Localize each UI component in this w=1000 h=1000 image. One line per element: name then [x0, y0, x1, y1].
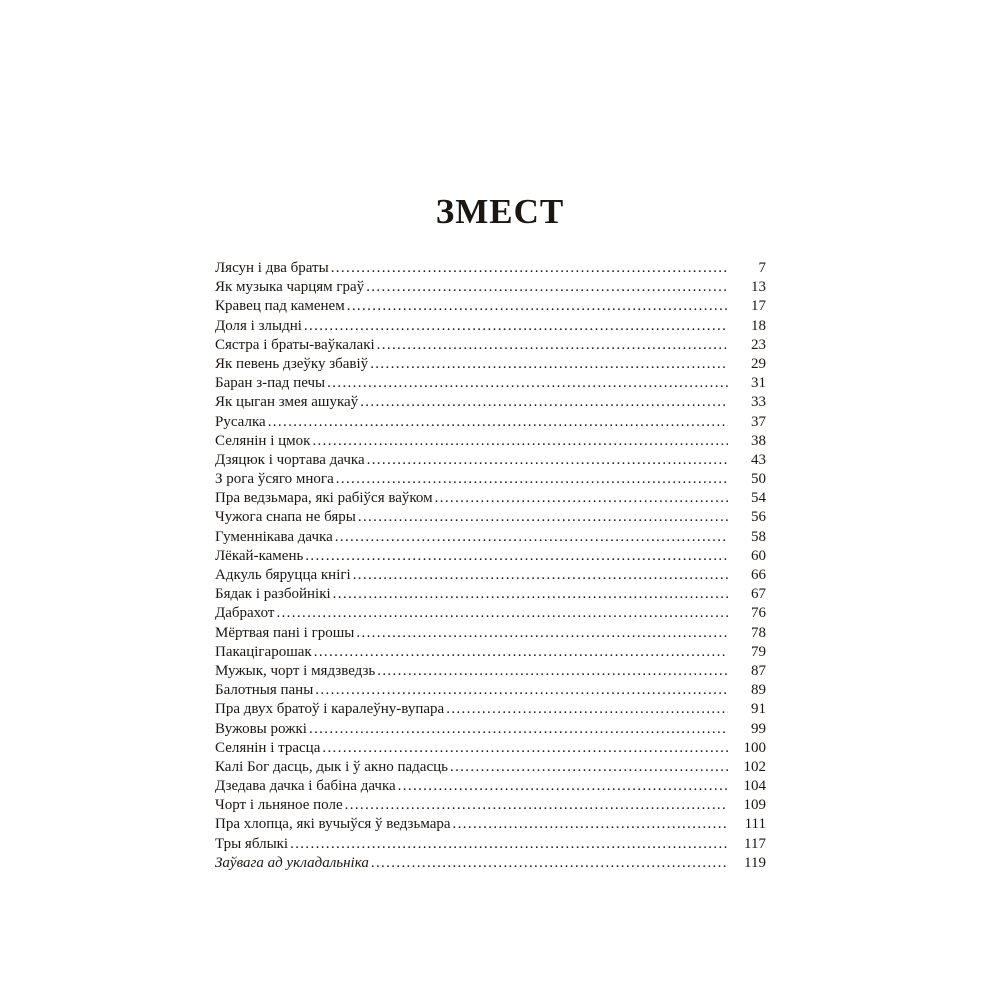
dot-leader — [360, 393, 728, 412]
toc-entry — [215, 662, 766, 681]
toc-entry — [215, 278, 766, 297]
toc-entry — [215, 528, 766, 547]
dot-leader — [347, 297, 728, 316]
toc-entry-title: Мужык, чорт і мядзведзь — [215, 662, 376, 679]
dot-leader — [314, 643, 728, 662]
toc-entry — [215, 374, 766, 393]
toc-entry-page-number: 66 — [751, 567, 766, 583]
dot-leader — [367, 451, 728, 470]
dot-leader — [358, 508, 728, 527]
toc-entry-page-number: 91 — [751, 701, 766, 718]
toc-entry-title: Пра двух братоў і каралеўну-вупара — [215, 701, 445, 718]
toc-entry — [215, 432, 766, 451]
toc-entry-title: Сястра і браты-ваўкалакі — [215, 336, 375, 353]
toc-entry-page-number: 100 — [743, 739, 766, 756]
toc-entry-title: Пакацігарошак — [215, 643, 312, 660]
toc-entry-page-number: 43 — [751, 451, 766, 468]
toc-entry-title: Дзяцюк і чортава дачка — [215, 451, 365, 468]
toc-entry-title: Калі Бог дасць, дык і ў акно падасць — [215, 758, 448, 775]
dot-leader — [315, 681, 728, 700]
toc-entry — [215, 758, 766, 777]
toc-entry-title: Адкуль бяруцца кнігі — [215, 567, 351, 583]
toc-entry-title: Тры яблыкі — [215, 835, 289, 852]
toc-entry-page-number: 102 — [743, 758, 766, 775]
toc-entry — [215, 508, 766, 527]
dot-leader — [276, 604, 728, 623]
dot-leader — [353, 566, 728, 585]
toc-entry-title: Заўвага ад укладальніка — [215, 854, 369, 871]
dot-leader — [435, 489, 728, 508]
toc-entry-title: Лясун і два браты — [215, 260, 329, 276]
toc-entry — [215, 700, 766, 719]
toc-entry — [215, 796, 766, 815]
toc-entry-page-number: 58 — [751, 528, 766, 545]
toc-entry-page-number: 33 — [751, 394, 766, 411]
dot-leader — [336, 470, 728, 489]
toc-entry — [215, 470, 766, 489]
toc-entry — [215, 451, 766, 470]
toc-entry — [215, 566, 766, 585]
toc-entry-page-number: 7 — [758, 260, 766, 276]
dot-leader — [304, 317, 728, 336]
toc-entry-title: Чорт і льняное поле — [215, 797, 343, 814]
toc-entry-page-number: 89 — [751, 682, 766, 699]
toc-entry-page-number: 104 — [743, 778, 766, 795]
toc-entry — [215, 604, 766, 623]
toc-entry-title: Дзедава дачка і бабіна дачка — [215, 778, 396, 795]
toc-entry — [215, 355, 766, 374]
dot-leader — [331, 259, 728, 278]
dot-leader — [356, 624, 728, 643]
toc-entry-page-number: 119 — [744, 854, 766, 871]
toc-entry — [215, 259, 766, 278]
toc-entry-title: Селянін і трасца — [215, 739, 321, 756]
dot-leader — [370, 355, 728, 374]
toc-entry-page-number: 18 — [751, 317, 766, 334]
toc-entry-page-number: 67 — [751, 586, 766, 603]
toc-entry-page-number: 23 — [751, 336, 766, 353]
toc-entry-title: Доля і злыдні — [215, 317, 302, 334]
toc-entry-title: Лёкай-камень — [215, 547, 304, 564]
dot-leader — [366, 278, 728, 297]
dot-leader — [322, 739, 728, 758]
toc-entry — [215, 835, 766, 854]
toc-entry-page-number: 50 — [751, 471, 766, 488]
dot-leader — [446, 700, 728, 719]
toc-entry — [215, 336, 766, 355]
dot-leader — [377, 336, 728, 355]
toc-entry-page-number: 78 — [751, 624, 766, 641]
toc-entry-title: Русалка — [215, 413, 266, 430]
toc-entry — [215, 297, 766, 316]
toc-entry-title: Як певень дзеўку збавіў — [215, 355, 369, 372]
toc-entry-title: Дабрахот — [215, 605, 275, 622]
toc-entry — [215, 547, 766, 566]
toc-entry-title: Гуменнікава дачка — [215, 528, 333, 545]
toc-entry-page-number: 109 — [743, 797, 766, 814]
dot-leader — [309, 720, 728, 739]
dot-leader — [290, 835, 728, 854]
toc-entry — [215, 815, 766, 834]
toc-entry-page-number: 79 — [751, 643, 766, 660]
toc-entry-page-number: 38 — [751, 432, 766, 449]
toc-entry-title: Як музыка чарцям граў — [215, 279, 365, 296]
table-of-contents — [215, 259, 766, 873]
toc-entry-title: Вужовы рожкі — [215, 720, 307, 737]
toc-entry-title: Пра ведзьмара, які рабіўся ваўком — [215, 490, 433, 507]
toc-entry-title: Кравец пад каменем — [215, 298, 345, 315]
dot-leader — [377, 662, 728, 681]
toc-entry-page-number: 99 — [751, 720, 766, 737]
dot-leader — [398, 777, 728, 796]
toc-entry-title: Пра хлопца, які вучыўся ў ведзьмара — [215, 816, 451, 833]
toc-entry-page-number: 13 — [751, 279, 766, 296]
toc-entry-title: Балотныя паны — [215, 682, 314, 699]
dot-leader — [327, 374, 728, 393]
toc-entry — [215, 854, 766, 873]
toc-entry-title: Баран з-пад печы — [215, 375, 326, 392]
page-title: ЗМЕСТ — [435, 192, 565, 231]
toc-entry-page-number: 76 — [751, 605, 766, 622]
toc-entry-page-number: 29 — [751, 355, 766, 372]
dot-leader — [371, 854, 728, 873]
toc-entry — [215, 681, 766, 700]
toc-entry-title: Селянін і цмок — [215, 432, 311, 449]
dot-leader — [305, 547, 728, 566]
toc-entry — [215, 777, 766, 796]
dot-leader — [450, 758, 728, 777]
toc-entry — [215, 585, 766, 604]
toc-entry-page-number: 56 — [751, 509, 766, 526]
toc-entry-title: З рога ўсяго многа — [215, 471, 334, 488]
toc-entry — [215, 624, 766, 643]
dot-leader — [345, 796, 728, 815]
toc-entry-page-number: 117 — [744, 835, 766, 852]
toc-entry-title: Чужога снапа не бяры — [215, 509, 356, 526]
dot-leader — [453, 815, 728, 834]
toc-entry — [215, 393, 766, 412]
toc-entry-page-number: 37 — [751, 413, 766, 430]
toc-entry-page-number: 60 — [751, 547, 766, 564]
toc-entry — [215, 739, 766, 758]
toc-entry — [215, 317, 766, 336]
toc-entry — [215, 643, 766, 662]
dot-leader — [335, 528, 728, 547]
toc-entry-title: Як цыган змея ашукаў — [215, 394, 359, 411]
toc-entry — [215, 413, 766, 432]
dot-leader — [312, 432, 728, 451]
toc-entry-page-number: 54 — [751, 490, 766, 507]
dot-leader — [333, 585, 728, 604]
toc-entry-title: Бядак і разбойнікі — [215, 586, 331, 603]
toc-entry-page-number: 17 — [751, 298, 766, 315]
toc-entry-title: Мёртвая пані і грошы — [215, 624, 355, 641]
dot-leader — [268, 413, 728, 432]
toc-entry-page-number: 111 — [744, 816, 766, 833]
toc-entry — [215, 720, 766, 739]
toc-entry — [215, 489, 766, 508]
toc-entry-page-number: 31 — [751, 375, 766, 392]
toc-entry-page-number: 87 — [751, 662, 766, 679]
